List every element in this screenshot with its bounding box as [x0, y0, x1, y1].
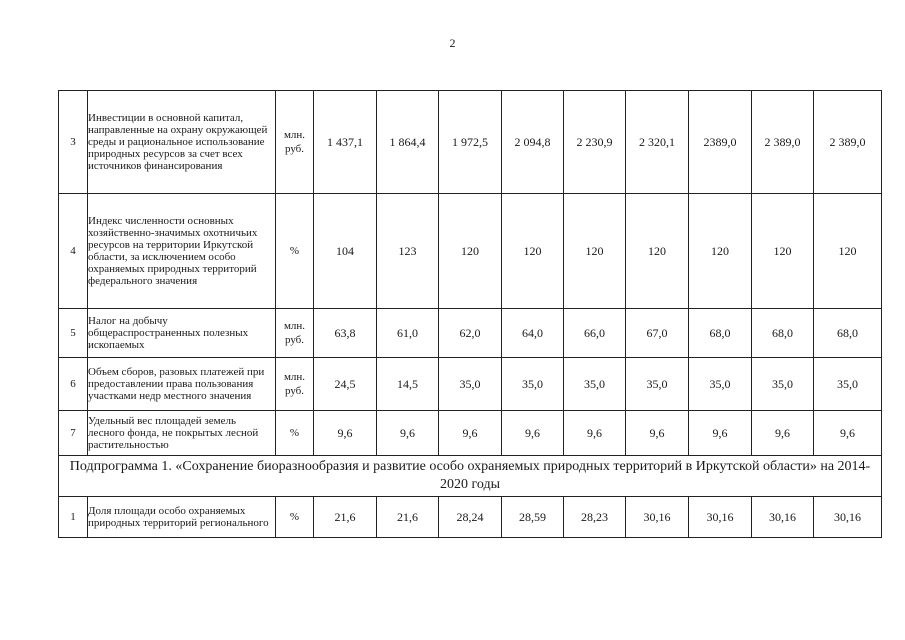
indicator-description: Объем сборов, разовых платежей при предоставлении права пользования участками недр местного значения	[88, 358, 276, 411]
value-cell: 30,16	[689, 497, 752, 538]
subprogram-header-row	[59, 456, 882, 497]
value-cell: 9,6	[626, 411, 689, 456]
row-number: 6	[59, 358, 88, 411]
value-cell: 24,5	[314, 358, 377, 411]
value-cell: 9,6	[377, 411, 439, 456]
value-cell: 120	[689, 194, 752, 309]
unit-cell: млн. руб.	[276, 91, 314, 194]
value-cell: 9,6	[314, 411, 377, 456]
row-number: 5	[59, 309, 88, 358]
unit-cell: млн. руб.	[276, 358, 314, 411]
value-cell: 2 389,0	[752, 91, 814, 194]
value-cell: 1 864,4	[377, 91, 439, 194]
row-number: 3	[59, 91, 88, 194]
value-cell: 1 437,1	[314, 91, 377, 194]
value-cell: 64,0	[502, 309, 564, 358]
value-cell: 2 389,0	[814, 91, 882, 194]
indicator-description: Доля площади особо охраняемых природных территорий регионального	[88, 497, 276, 538]
table-row	[59, 358, 882, 411]
value-cell: 30,16	[626, 497, 689, 538]
value-cell: 68,0	[752, 309, 814, 358]
value-cell: 61,0	[377, 309, 439, 358]
value-cell: 67,0	[626, 309, 689, 358]
value-cell: 120	[502, 194, 564, 309]
value-cell: 28,24	[439, 497, 502, 538]
table-row	[59, 309, 882, 358]
table-row	[59, 91, 882, 194]
value-cell: 68,0	[689, 309, 752, 358]
subprogram-title: Подпрограмма 1. «Сохранение биоразнообразия и развитие особо охраняемых природных территорий в Иркутской области» на 2014-2020 годы	[59, 456, 882, 497]
value-cell: 2 320,1	[626, 91, 689, 194]
value-cell: 9,6	[502, 411, 564, 456]
value-cell: 120	[439, 194, 502, 309]
unit-cell: %	[276, 497, 314, 538]
value-cell: 120	[626, 194, 689, 309]
value-cell: 123	[377, 194, 439, 309]
value-cell: 35,0	[626, 358, 689, 411]
indicators-table	[58, 90, 882, 538]
value-cell: 68,0	[814, 309, 882, 358]
value-cell: 9,6	[752, 411, 814, 456]
value-cell: 30,16	[814, 497, 882, 538]
value-cell: 35,0	[502, 358, 564, 411]
value-cell: 2 230,9	[564, 91, 626, 194]
value-cell: 63,8	[314, 309, 377, 358]
value-cell: 62,0	[439, 309, 502, 358]
value-cell: 104	[314, 194, 377, 309]
value-cell: 2 094,8	[502, 91, 564, 194]
value-cell: 35,0	[439, 358, 502, 411]
indicator-description: Инвестиции в основной капитал, направленные на охрану окружающей среды и рациональное использование природных ресурсов за счет всех источников финансирования	[88, 91, 276, 194]
value-cell: 14,5	[377, 358, 439, 411]
value-cell: 9,6	[814, 411, 882, 456]
unit-cell: млн. руб.	[276, 309, 314, 358]
unit-cell: %	[276, 411, 314, 456]
value-cell: 35,0	[752, 358, 814, 411]
table-row	[59, 411, 882, 456]
row-number: 1	[59, 497, 88, 538]
value-cell: 9,6	[439, 411, 502, 456]
value-cell: 35,0	[814, 358, 882, 411]
value-cell: 35,0	[689, 358, 752, 411]
table-row	[59, 194, 882, 309]
indicator-description: Налог на добычу общераспространенных полезных ископаемых	[88, 309, 276, 358]
value-cell: 120	[752, 194, 814, 309]
indicator-description: Удельный вес площадей земель лесного фонда, не покрытых лесной растительностью	[88, 411, 276, 456]
value-cell: 120	[814, 194, 882, 309]
row-number: 7	[59, 411, 88, 456]
value-cell: 2389,0	[689, 91, 752, 194]
value-cell: 21,6	[314, 497, 377, 538]
value-cell: 9,6	[689, 411, 752, 456]
page-number: 2	[449, 36, 456, 50]
value-cell: 120	[564, 194, 626, 309]
value-cell: 66,0	[564, 309, 626, 358]
value-cell: 1 972,5	[439, 91, 502, 194]
value-cell: 28,59	[502, 497, 564, 538]
row-number: 4	[59, 194, 88, 309]
value-cell: 35,0	[564, 358, 626, 411]
value-cell: 28,23	[564, 497, 626, 538]
unit-cell: %	[276, 194, 314, 309]
value-cell: 30,16	[752, 497, 814, 538]
indicator-description: Индекс численности основных хозяйственно-значимых охотничьих ресурсов на территории Иркутской области, за исключением особо охраняемых природных территорий федерального значения	[88, 194, 276, 309]
table-row	[59, 497, 882, 538]
value-cell: 9,6	[564, 411, 626, 456]
value-cell: 21,6	[377, 497, 439, 538]
